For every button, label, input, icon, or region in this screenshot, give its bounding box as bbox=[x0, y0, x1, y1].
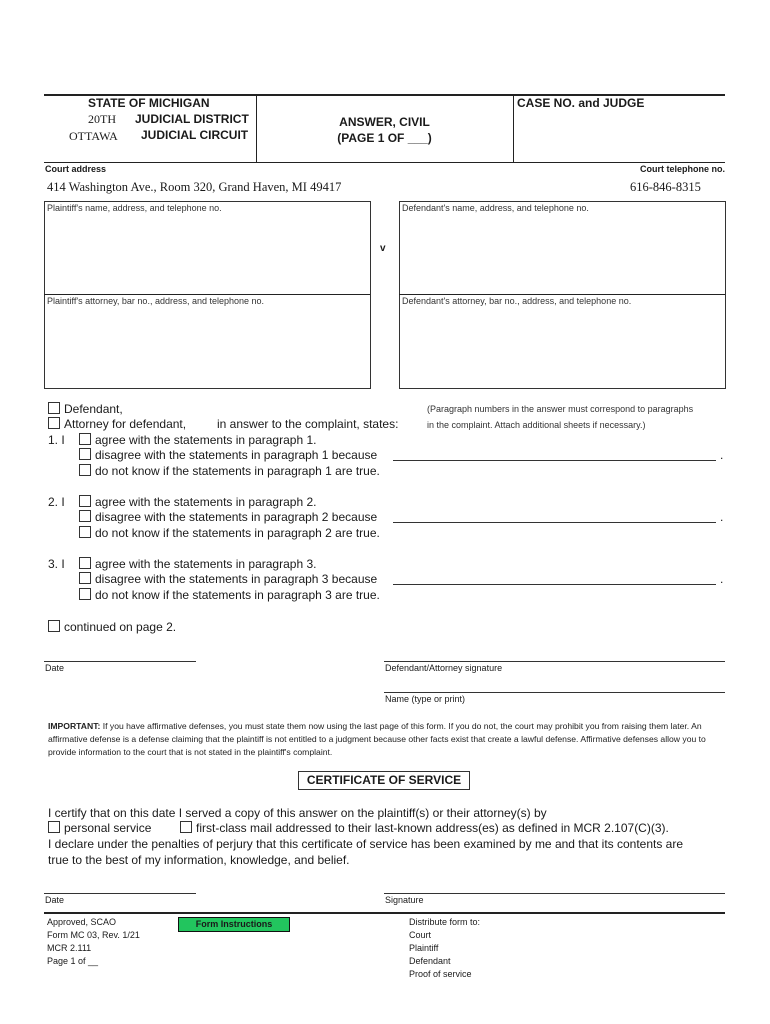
dont-know-checkbox[interactable] bbox=[79, 588, 91, 600]
signature-label: Defendant/Attorney signature bbox=[385, 663, 503, 673]
plaintiff-label: Plaintiff's name, address, and telephone no. bbox=[47, 203, 222, 213]
agree-option bbox=[79, 495, 316, 509]
court-address-value[interactable]: 414 Washington Ave., Room 320, Grand Haven, MI 49417 bbox=[47, 180, 342, 194]
mcr-reference: MCR 2.111 bbox=[47, 943, 92, 953]
dont-know-option-label: do not know if the statements in paragraph 3 are true. bbox=[95, 588, 380, 602]
personal-service-checkbox[interactable] bbox=[48, 821, 60, 833]
distribute-item: Plaintiff bbox=[409, 943, 439, 953]
paragraph-number: 3. I bbox=[48, 557, 65, 571]
defendant-field[interactable] bbox=[401, 214, 721, 292]
distribute-label: Distribute form to: bbox=[409, 917, 481, 927]
header-bottom-rule bbox=[44, 162, 725, 163]
form-number: Form MC 03, Rev. 1/21 bbox=[47, 930, 140, 940]
form-page-indicator: (PAGE 1 OF ___) bbox=[337, 131, 432, 145]
court-phone-label: Court telephone no. bbox=[640, 164, 725, 174]
name-label: Name (type or print) bbox=[385, 694, 466, 704]
mail-service-label: first-class mail addressed to their last-known address(es) as defined in MCR 2.107(C)(3). bbox=[196, 821, 669, 835]
disagree-reason-field[interactable] bbox=[393, 460, 716, 461]
signature-field[interactable] bbox=[384, 661, 725, 662]
agree-checkbox[interactable] bbox=[79, 557, 91, 569]
distribute-list bbox=[409, 916, 480, 981]
dont-know-option bbox=[79, 588, 380, 602]
paragraph-number: 2. I bbox=[48, 495, 65, 509]
state-title: STATE OF MICHIGAN bbox=[88, 96, 210, 110]
circuit-label: JUDICIAL CIRCUIT bbox=[141, 128, 249, 142]
in-answer-text: in answer to the complaint, states: bbox=[217, 417, 399, 431]
attorney-option-label: Attorney for defendant, bbox=[64, 417, 187, 431]
court-address-label: Court address bbox=[45, 164, 107, 174]
certificate-date-field[interactable] bbox=[44, 893, 196, 894]
page-count: Page 1 of __ bbox=[47, 956, 99, 966]
declare-line2: true to the best of my information, knowledge, and belief. bbox=[48, 853, 350, 867]
date-label: Date bbox=[45, 663, 65, 673]
paragraph-note-line2: in the complaint. Attach additional sheets if necessary.) bbox=[427, 420, 646, 430]
approved-text: Approved, SCAO bbox=[47, 917, 117, 927]
personal-service-label: personal service bbox=[64, 821, 152, 835]
versus-label: v bbox=[380, 243, 386, 254]
paragraph-number: 1. I bbox=[48, 433, 65, 447]
footer-meta bbox=[47, 916, 140, 968]
agree-option bbox=[79, 557, 316, 571]
dont-know-option bbox=[79, 526, 380, 540]
defendant-attorney-field[interactable] bbox=[401, 307, 721, 385]
disagree-checkbox[interactable] bbox=[79, 572, 91, 584]
certify-text: I certify that on this date I served a copy of this answer on the plaintiff(s) or their attorney(s) by bbox=[48, 806, 547, 820]
form-instructions-button[interactable]: Form Instructions bbox=[178, 917, 290, 932]
disagree-reason-field[interactable] bbox=[393, 522, 716, 523]
distribute-item: Defendant bbox=[409, 956, 451, 966]
important-notice bbox=[48, 720, 728, 759]
disagree-reason-field[interactable] bbox=[393, 584, 716, 585]
disagree-checkbox[interactable] bbox=[79, 448, 91, 460]
disagree-checkbox[interactable] bbox=[79, 510, 91, 522]
paragraph-note-line1: (Paragraph numbers in the answer must correspond to paragraphs bbox=[427, 404, 694, 414]
defendant-attorney-label: Defendant's attorney, bar no., address, and telephone no. bbox=[402, 296, 632, 306]
agree-option-label: agree with the statements in paragraph 3. bbox=[95, 557, 317, 571]
personal-service-option bbox=[48, 821, 151, 835]
defendant-checkbox[interactable] bbox=[48, 402, 60, 414]
form-title: ANSWER, CIVIL bbox=[339, 115, 430, 129]
certificate-signature-label: Signature bbox=[385, 895, 424, 905]
distribute-item: Court bbox=[409, 930, 432, 940]
certificate-date-label: Date bbox=[45, 895, 65, 905]
defendant-option-label: Defendant, bbox=[64, 402, 123, 416]
dont-know-option-label: do not know if the statements in paragraph 1 are true. bbox=[95, 464, 380, 478]
case-number-label: CASE NO. and JUDGE bbox=[517, 96, 645, 110]
disagree-option bbox=[79, 510, 377, 524]
plaintiff-attorney-field[interactable] bbox=[46, 307, 366, 385]
attorney-option bbox=[48, 417, 186, 431]
continued-label: continued on page 2. bbox=[64, 620, 177, 634]
certificate-title: CERTIFICATE OF SERVICE bbox=[298, 771, 470, 790]
disagree-option-label: disagree with the statements in paragraph 3 because bbox=[95, 572, 378, 586]
period: . bbox=[720, 572, 724, 586]
agree-option-label: agree with the statements in paragraph 1. bbox=[95, 433, 317, 447]
plaintiff-attorney-label: Plaintiff's attorney, bar no., address, and telephone no. bbox=[47, 296, 265, 306]
plaintiff-field[interactable] bbox=[46, 214, 366, 292]
important-bold: IMPORTANT: bbox=[48, 721, 101, 731]
continued-option bbox=[48, 620, 176, 634]
court-phone-value[interactable]: 616-846-8315 bbox=[630, 180, 701, 194]
dont-know-option-label: do not know if the statements in paragraph 2 are true. bbox=[95, 526, 380, 540]
agree-checkbox[interactable] bbox=[79, 495, 91, 507]
district-label: JUDICIAL DISTRICT bbox=[135, 112, 249, 126]
mail-service-option bbox=[180, 821, 669, 835]
disagree-option-label: disagree with the statements in paragraph 2 because bbox=[95, 510, 378, 524]
dont-know-checkbox[interactable] bbox=[79, 526, 91, 538]
district-value[interactable]: 20TH bbox=[88, 112, 116, 126]
period: . bbox=[720, 510, 724, 524]
agree-checkbox[interactable] bbox=[79, 433, 91, 445]
certificate-signature-field[interactable] bbox=[384, 893, 725, 894]
important-text: If you have affirmative defenses, you must state them now using the last page of this form. If you do not, the court may prohibit you from raising them later. An affirmative defense is a defense claiming that the plaintiff is not entitled to a judgment because other facts exist that create a lawful defense. Affirmative defenses allow you to provide information to the court that is not stated in the plaintiff's complaint. bbox=[48, 721, 706, 757]
attorney-checkbox[interactable] bbox=[48, 417, 60, 429]
plaintiff-box-divider bbox=[44, 294, 370, 295]
dont-know-checkbox[interactable] bbox=[79, 464, 91, 476]
defendant-box-divider bbox=[399, 294, 725, 295]
footer-rule bbox=[44, 912, 725, 914]
distribute-item: Proof of service bbox=[409, 969, 472, 979]
defendant-option bbox=[48, 402, 123, 416]
disagree-option-label: disagree with the statements in paragraph 1 because bbox=[95, 448, 378, 462]
declare-line1: I declare under the penalties of perjury that this certificate of service has been examined by me and that its contents are bbox=[48, 837, 684, 851]
defendant-label: Defendant's name, address, and telephone no. bbox=[402, 203, 589, 213]
dont-know-option bbox=[79, 464, 380, 478]
agree-option-label: agree with the statements in paragraph 2. bbox=[95, 495, 317, 509]
name-field[interactable] bbox=[384, 692, 725, 693]
continued-checkbox[interactable] bbox=[48, 620, 60, 632]
header-divider-2 bbox=[513, 94, 514, 162]
county-value[interactable]: OTTAWA bbox=[69, 129, 118, 143]
date-field[interactable] bbox=[44, 661, 196, 662]
period: . bbox=[720, 448, 724, 462]
mail-service-checkbox[interactable] bbox=[180, 821, 192, 833]
agree-option bbox=[79, 433, 316, 447]
disagree-option bbox=[79, 572, 377, 586]
disagree-option bbox=[79, 448, 377, 462]
